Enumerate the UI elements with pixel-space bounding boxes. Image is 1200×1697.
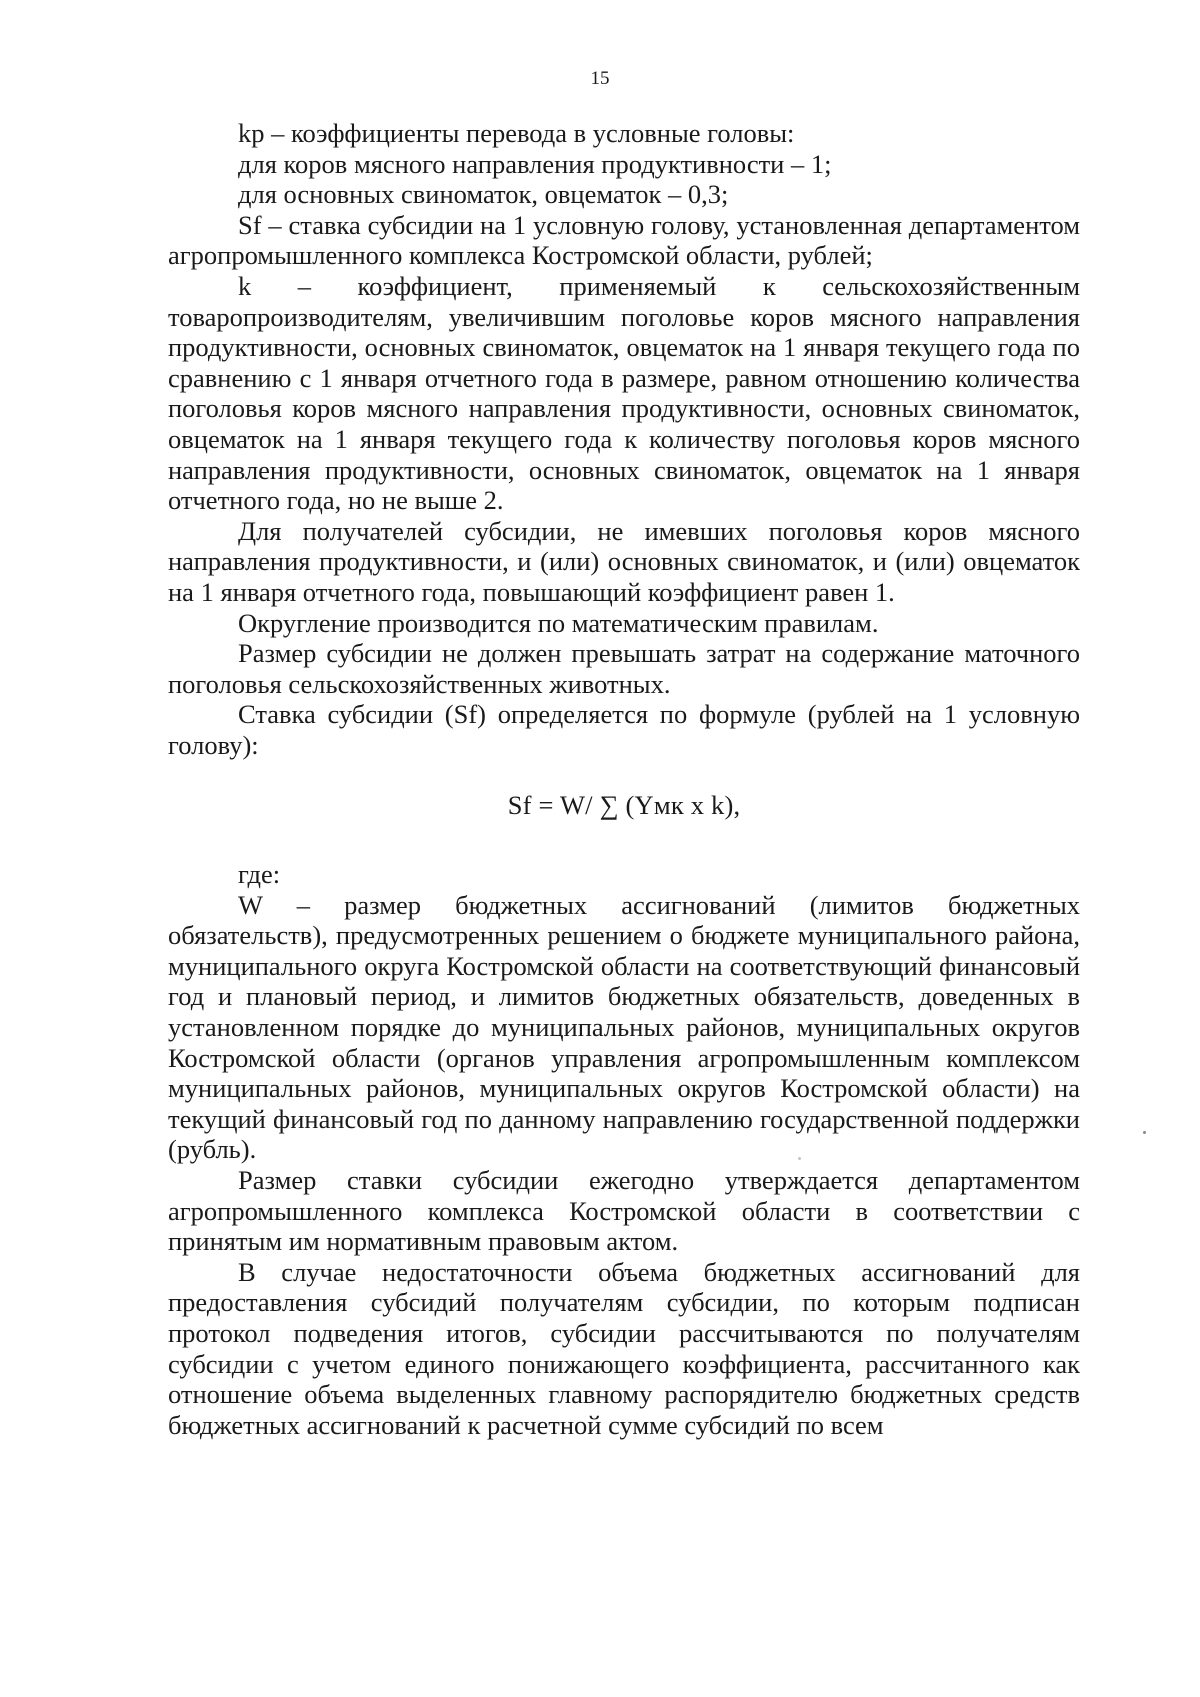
paragraph-kp-cows: для коров мясного направления продуктивности – 1; (238, 148, 832, 179)
paragraph-sf-formula-intro: Ставка субсидии (Sf) определяется по формуле (рублей на 1 условную голову): (168, 699, 1080, 760)
paragraph-insufficiency: В случае недостаточности объема бюджетных ассигнований для предоставления субсидий получателям субсидии, по которым подписан протокол подведения итогов, субсидии рассчитываются по получателям субсидии с учетом единого понижающего коэффициента, рассчитанного как отношение объема выделенных главному распорядителю бюджетных средств бюджетных ассигнований к расчетной сумме субсидий по всем (168, 1256, 1080, 1440)
paragraph-w-definition: W – размер бюджетных ассигнований (лимитов бюджетных обязательств), предусмотренных решением о бюджете муниципального района, муниципального округа Костромской области на соответствующий финансовый год и плановый период, и лимитов бюджетных обязательств, доведенных в установленном порядке до муниципальных районов, муниципальных округов Костромской области (органов управления агропромышленным комплексом муниципальных районов, муниципальных округов Костромской области) на текущий финансовый год по данному направлению государственной поддержки (рубль). (168, 889, 1080, 1165)
paragraph-kp-definition: kp – коэффициенты перевода в условные головы: (238, 118, 795, 148)
document-body (168, 118, 1080, 1440)
paragraph-limit: Размер субсидии не должен превышать затрат на содержание маточного поголовья сельскохозяйственных животных. (168, 638, 1080, 699)
formula-sf: Sf = W/ ∑ (Yмк х k), (507, 790, 741, 821)
paragraph-rounding: Округление производится по математическим правилам. (238, 607, 879, 638)
paragraph-sf-definition: Sf – ставка субсидии на 1 условную голову, установленная департаментом агропромышленного комплекса Костромской области, рублей; (168, 209, 1080, 271)
paragraph-kp-sows: для основных свиноматок, овцематок – 0,3; (238, 179, 729, 210)
scan-artifact-dot (1143, 1131, 1146, 1134)
scan-artifact-dot (798, 1157, 801, 1160)
paragraph-k-definition: k – коэффициент, применяемый к сельскохозяйственным товаропроизводителям, увеличившим поголовье коров мясного направления продуктивности, основных свиноматок, овцематок на 1 января текущего года по сравнению с 1 января отчетного года в размере, равном отношению количества поголовья коров мясного направления продуктивности, основных свиноматок, овцематок на 1 января текущего года к количеству поголовья коров мясного направления продуктивности, основных свиноматок, овцематок на 1 января отчетного года, но не выше 2. (168, 270, 1080, 516)
paragraph-where: где: (238, 859, 281, 890)
page-number: 15 (590, 68, 610, 89)
paragraph-no-livestock: Для получателей субсидии, не имевших поголовья коров мясного направления продуктивности, и (или) основных свиноматок, и (или) овцематок на 1 января отчетного года, повышающий коэффициент равен 1. (168, 515, 1080, 607)
paragraph-rate-approval: Размер ставки субсидии ежегодно утверждается департаментом агропромышленного комплекса Костромской области в соответствии с принятым им нормативным правовым актом. (168, 1165, 1080, 1257)
